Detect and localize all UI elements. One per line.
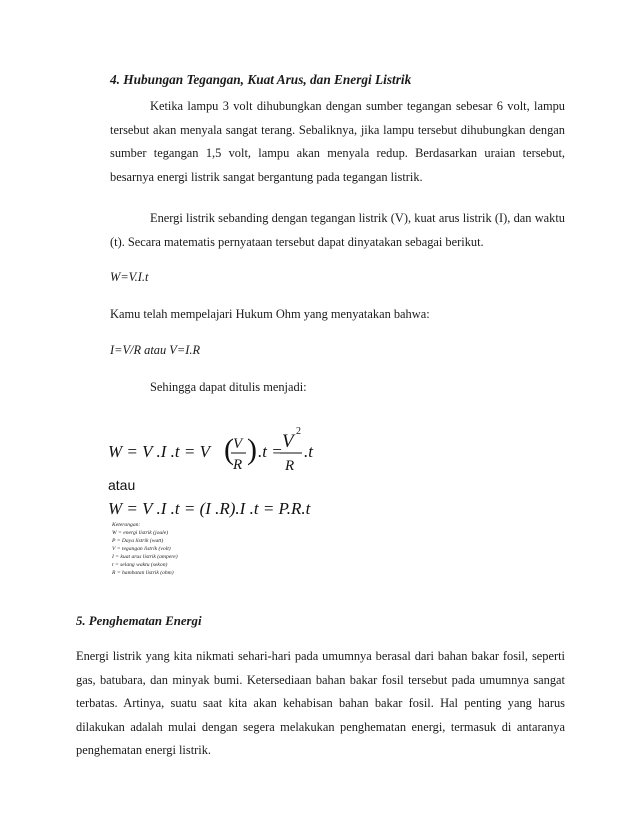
frac2-numerator: V [282,431,294,452]
frac2-denominator: R [285,458,295,474]
section-5-heading: 5. Penghematan Energi [76,614,202,628]
atau-label: atau [108,477,136,493]
sehingga-text: Sehingga dapat ditulis menjadi: [150,380,307,394]
keterangan-item: V = tegangan listrik (volt) [112,546,171,552]
section-5-paragraph: Energi listrik yang kita nikmati sehari-hari pada umumnya berasal dari bahan bakar fosil, seperti gas, batubara, dan minyak bumi. Ketersediaan bahan bakar fosil tersebut pada umumnya sangat terbatas. Artinya, suatu saat kita akan kehabisan bahan bakar fosil. Hal penting yang harus dilakukan adalah mulai dengan segera melakukan penghematan energi, termasuk di antaranya penghematan energi listrik. [76,649,565,757]
formula-image [106,420,336,590]
formula-line1-mid: .t = [258,442,283,461]
keterangan-item: I = kuat arus listrik (ampere) [112,554,178,560]
section-4-heading: 4. Hubungan Tegangan, Kuat Arus, dan Energi Listrik [110,72,412,87]
formula-line2: W = V .I .t = (I .R).I .t = P.R.t [108,499,311,518]
formula-energy: W=V.I.t [110,270,149,284]
section-4-paragraph-2: Energi listrik sebanding dengan tegangan listrik (V), kuat arus listrik (I), dan waktu (t). Secara matematis pernyataan tersebut dapat dinyatakan sebagai berikut. [110,211,565,249]
keterangan-item: t = selang waktu (sekon) [112,562,168,568]
formula-line1-left: W = V .I .t = V [108,442,210,461]
paren-close: ) [247,433,257,466]
ohm-law-intro: Kamu telah mempelajari Hukum Ohm yang menyatakan bahwa: [110,307,430,321]
keterangan-title: Keterangan: [112,522,141,528]
section-4-paragraph-1: Ketika lampu 3 volt dihubungkan dengan sumber tegangan sebesar 6 volt, lampu tersebut akan menyala sangat terang. Sebaliknya, jika lampu tersebut dihubungkan dengan sumber tegangan 1,5 volt, lampu akan menyala redup. Berdasarkan uraian tersebut, besarnya energi listrik sangat bergantung pada tegangan listrik. [110,99,565,184]
keterangan-item: W = energi listrik (joule) [112,530,169,536]
frac2-exponent: 2 [296,426,301,437]
frac1-denominator: R [233,457,243,473]
keterangan-item: P = Daya listrik (watt) [112,538,164,544]
paren-open: ( [224,433,234,466]
frac1-numerator: V [233,436,243,452]
keterangan-item: R = hambatan listrik (ohm) [112,570,174,576]
formula-line1-end: .t [304,442,313,461]
formula-ohm: I=V/R atau V=I.R [110,343,201,357]
